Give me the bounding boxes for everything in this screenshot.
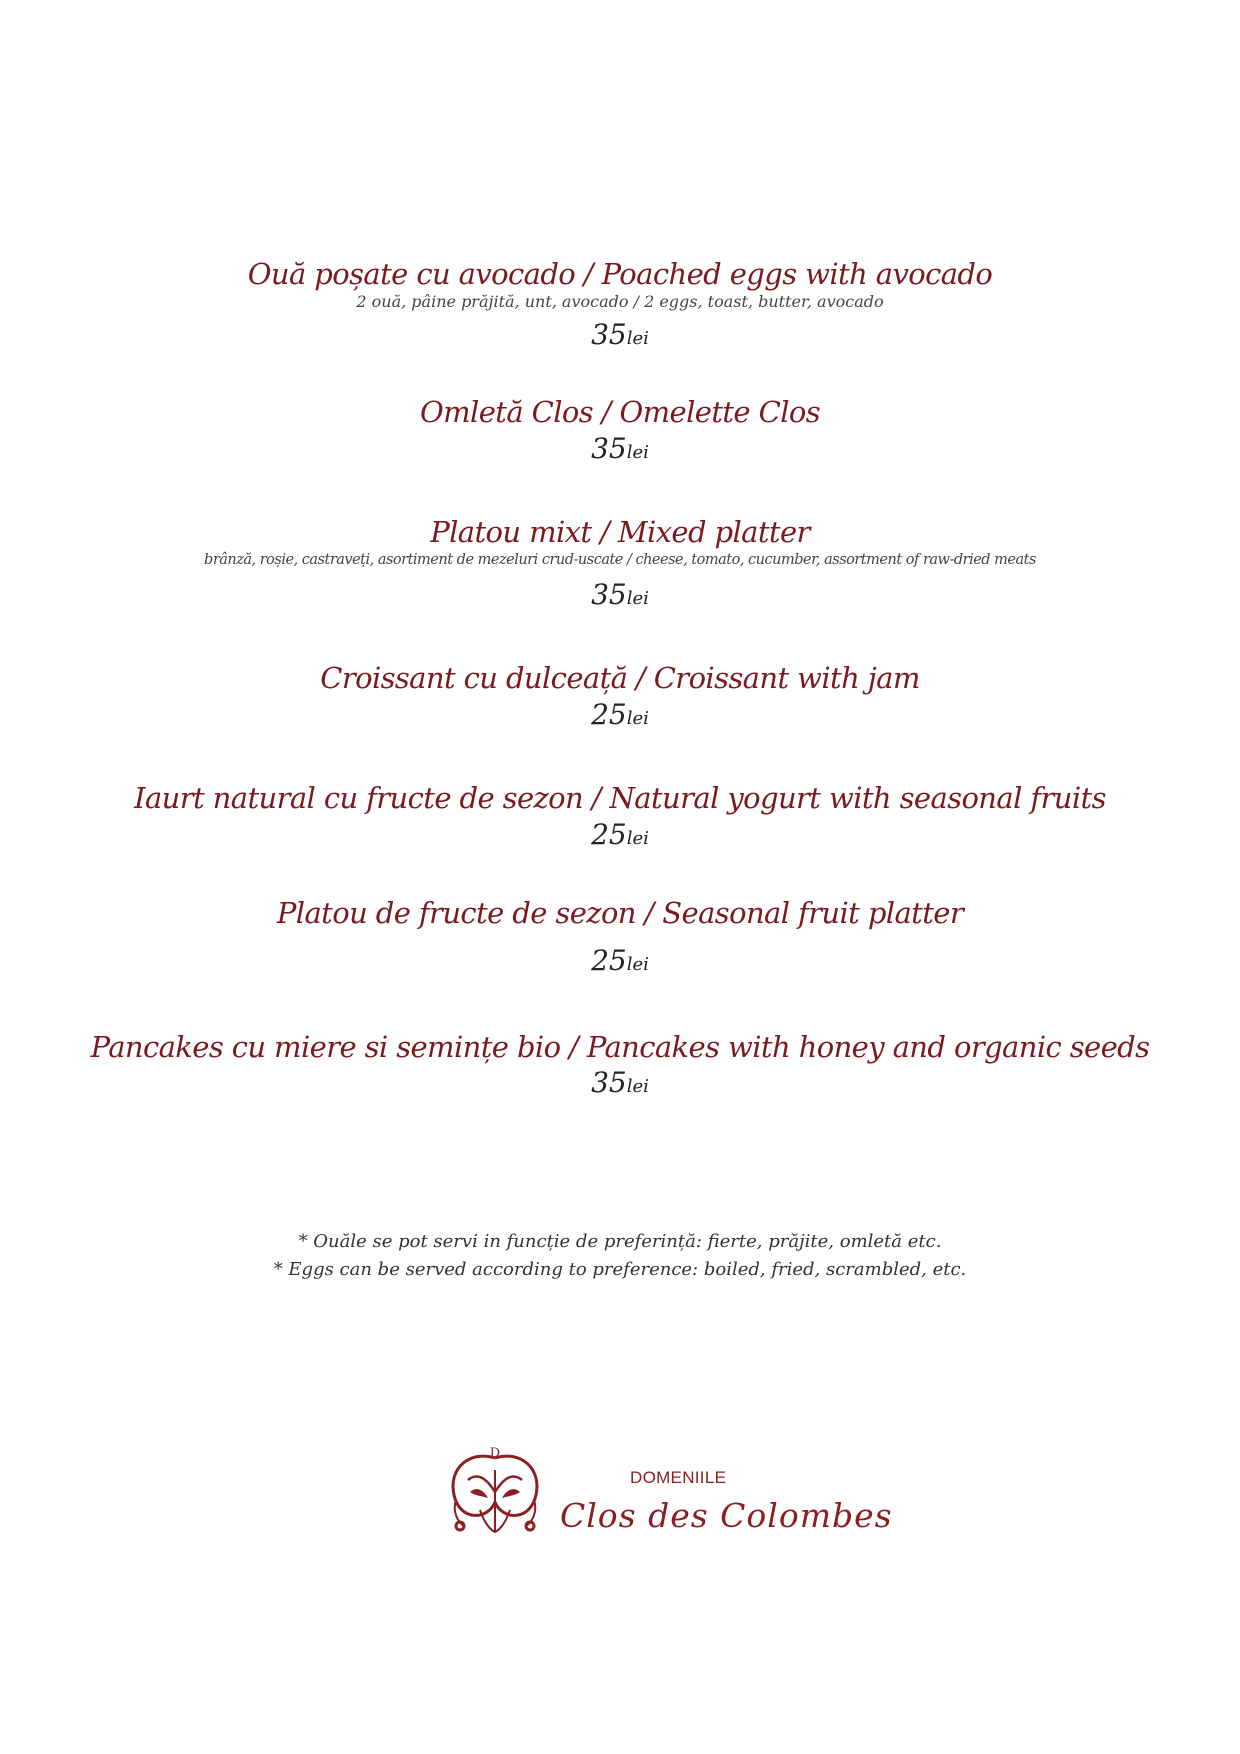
price-value: 35 xyxy=(591,432,627,465)
item-price xyxy=(0,578,1240,611)
monogram-letter: D xyxy=(489,1446,501,1461)
footnotes xyxy=(0,1228,1240,1284)
monogram-icon xyxy=(440,1440,550,1550)
item-description: brânză, roșie, castraveți, asortiment de mezeluri crud-uscate / cheese, tomato, cucumber, assortment of raw-dried meats xyxy=(204,552,1036,568)
item-title: Ouă poșate cu avocado / Poached eggs with avocado xyxy=(247,257,993,291)
menu-item-yogurt xyxy=(0,780,1240,816)
item-title: Omletă Clos / Omelette Clos xyxy=(419,395,821,429)
item-price xyxy=(0,944,1240,977)
menu-item-mixed-platter xyxy=(0,514,1240,570)
price-currency: lei xyxy=(626,588,649,609)
price-value: 35 xyxy=(591,318,627,351)
item-description: 2 ouă, pâine prăjită, unt, avocado / 2 eggs, toast, butter, avocado xyxy=(356,292,884,311)
item-title: Croissant cu dulceață / Croissant with jam xyxy=(320,661,920,695)
item-price xyxy=(0,432,1240,465)
price-currency: lei xyxy=(626,828,649,849)
price-currency: lei xyxy=(626,1076,649,1097)
menu-item-pancakes xyxy=(0,1029,1240,1065)
item-title: Pancakes cu miere si semințe bio / Pancakes with honey and organic seeds xyxy=(90,1030,1150,1064)
price-value: 35 xyxy=(591,578,627,611)
item-price xyxy=(0,698,1240,731)
footnote-en: * Eggs can be served according to preference: boiled, fried, scrambled, etc. xyxy=(273,1259,967,1280)
footnote-ro: * Ouăle se pot servi in funcție de preferință: fierte, prăjite, omletă etc. xyxy=(298,1231,942,1252)
price-value: 25 xyxy=(591,818,627,851)
item-price xyxy=(0,318,1240,351)
item-title: Iaurt natural cu fructe de sezon / Natural yogurt with seasonal fruits xyxy=(134,781,1106,815)
brand-name: Clos des Colombes xyxy=(560,1496,893,1535)
item-price xyxy=(0,1066,1240,1099)
price-currency: lei xyxy=(626,442,649,463)
menu-item-croissant xyxy=(0,660,1240,696)
price-currency: lei xyxy=(626,954,649,975)
price-currency: lei xyxy=(626,328,649,349)
brand-top-label: DOMENIILE xyxy=(630,1468,727,1487)
menu-item-fruit-platter xyxy=(0,895,1240,931)
brand-logo xyxy=(440,1440,893,1550)
item-title: Platou mixt / Mixed platter xyxy=(430,515,810,549)
item-price xyxy=(0,818,1240,851)
price-currency: lei xyxy=(626,708,649,729)
price-value: 25 xyxy=(591,698,627,731)
menu-item-poached-eggs xyxy=(0,256,1240,312)
item-title: Platou de fructe de sezon / Seasonal fruit platter xyxy=(276,896,964,930)
price-value: 25 xyxy=(591,944,627,977)
price-value: 35 xyxy=(591,1066,627,1099)
menu-item-omelette xyxy=(0,394,1240,430)
